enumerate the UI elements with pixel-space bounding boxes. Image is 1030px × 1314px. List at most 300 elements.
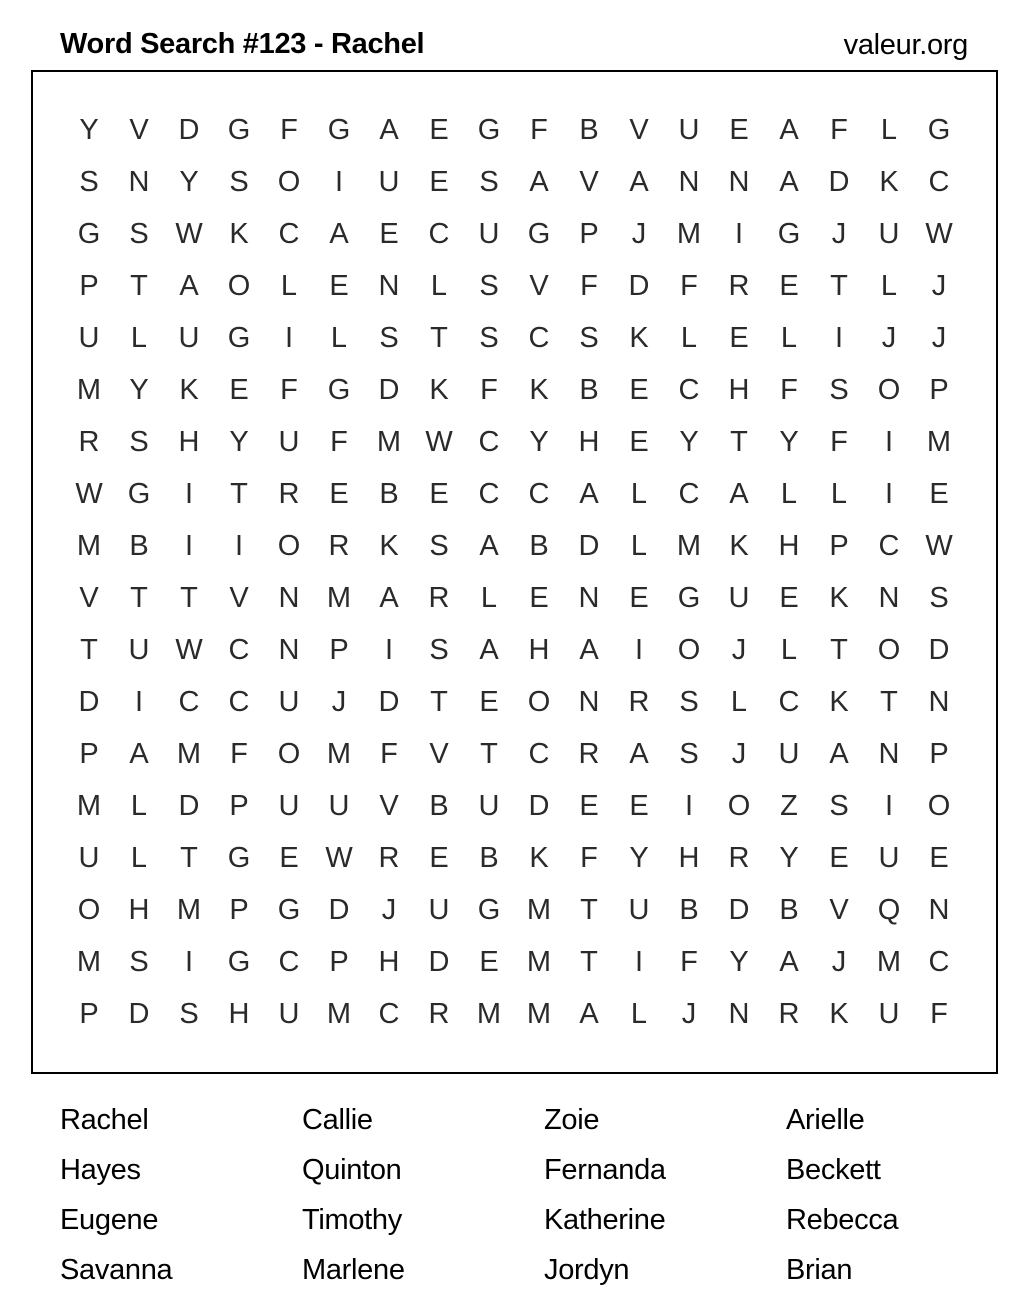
grid-cell[interactable]: E bbox=[429, 841, 449, 874]
grid-cell[interactable]: T bbox=[730, 425, 748, 458]
grid-cell[interactable]: N bbox=[928, 893, 950, 926]
grid-cell[interactable]: E bbox=[929, 477, 949, 510]
grid-cell[interactable]: P bbox=[929, 737, 949, 770]
grid-cell[interactable]: A bbox=[479, 529, 499, 562]
grid-cell[interactable]: E bbox=[729, 321, 749, 354]
grid-cell[interactable]: K bbox=[429, 373, 449, 406]
grid-cell[interactable]: P bbox=[829, 529, 849, 562]
grid-cell[interactable]: U bbox=[878, 997, 900, 1030]
grid-cell[interactable]: I bbox=[634, 945, 644, 978]
grid-cell[interactable]: A bbox=[729, 477, 749, 510]
grid-cell[interactable]: U bbox=[178, 321, 200, 354]
grid-cell[interactable]: M bbox=[176, 737, 202, 770]
grid-cell[interactable]: Y bbox=[229, 425, 249, 458]
grid-cell[interactable]: D bbox=[178, 113, 200, 146]
grid-cell[interactable]: D bbox=[378, 373, 400, 406]
grid-cell[interactable]: G bbox=[77, 217, 101, 250]
grid-cell[interactable]: V bbox=[229, 581, 249, 614]
grid-cell[interactable]: S bbox=[179, 997, 199, 1030]
grid-cell[interactable]: T bbox=[80, 633, 98, 666]
grid-cell[interactable]: L bbox=[630, 529, 648, 562]
grid-cell[interactable]: I bbox=[684, 789, 694, 822]
grid-cell[interactable]: S bbox=[479, 165, 499, 198]
grid-cell[interactable]: A bbox=[779, 945, 799, 978]
grid-cell[interactable]: G bbox=[327, 373, 351, 406]
grid-cell[interactable]: U bbox=[878, 217, 900, 250]
grid-cell[interactable]: C bbox=[228, 685, 250, 718]
grid-cell[interactable]: S bbox=[429, 529, 449, 562]
grid-cell[interactable]: H bbox=[178, 425, 200, 458]
grid-cell[interactable]: L bbox=[880, 113, 898, 146]
grid-cell[interactable]: H bbox=[378, 945, 400, 978]
grid-cell[interactable]: R bbox=[428, 581, 450, 614]
grid-cell[interactable]: U bbox=[728, 581, 750, 614]
grid-cell[interactable]: F bbox=[480, 373, 498, 406]
grid-cell[interactable]: T bbox=[130, 581, 148, 614]
grid-cell[interactable]: J bbox=[931, 269, 947, 302]
grid-cell[interactable]: R bbox=[728, 269, 750, 302]
grid-cell[interactable]: M bbox=[876, 945, 902, 978]
grid-cell[interactable]: A bbox=[629, 165, 649, 198]
grid-cell[interactable]: G bbox=[327, 113, 351, 146]
grid-cell[interactable]: C bbox=[478, 425, 500, 458]
grid-cell[interactable]: C bbox=[378, 997, 400, 1030]
grid-cell[interactable]: L bbox=[630, 477, 648, 510]
grid-cell[interactable]: N bbox=[678, 165, 700, 198]
grid-cell[interactable]: F bbox=[530, 113, 548, 146]
grid-cell[interactable]: T bbox=[430, 685, 448, 718]
grid-cell[interactable]: E bbox=[579, 789, 599, 822]
grid-cell[interactable]: L bbox=[830, 477, 848, 510]
grid-cell[interactable]: H bbox=[128, 893, 150, 926]
grid-cell[interactable]: P bbox=[329, 945, 349, 978]
grid-cell[interactable]: D bbox=[528, 789, 550, 822]
grid-cell[interactable]: F bbox=[680, 269, 698, 302]
grid-cell[interactable]: U bbox=[378, 165, 400, 198]
grid-cell[interactable]: D bbox=[928, 633, 950, 666]
grid-cell[interactable]: E bbox=[779, 269, 799, 302]
grid-cell[interactable]: U bbox=[678, 113, 700, 146]
grid-cell[interactable]: N bbox=[128, 165, 150, 198]
grid-cell[interactable]: I bbox=[184, 945, 194, 978]
grid-cell[interactable]: K bbox=[529, 841, 549, 874]
grid-cell[interactable]: P bbox=[79, 269, 99, 302]
grid-cell[interactable]: M bbox=[526, 997, 552, 1030]
grid-cell[interactable]: K bbox=[729, 529, 749, 562]
grid-cell[interactable]: D bbox=[628, 269, 650, 302]
grid-cell[interactable]: N bbox=[728, 997, 750, 1030]
grid-cell[interactable]: Y bbox=[179, 165, 199, 198]
grid-cell[interactable]: M bbox=[326, 737, 352, 770]
grid-cell[interactable]: K bbox=[829, 997, 849, 1030]
grid-cell[interactable]: J bbox=[731, 737, 747, 770]
grid-cell[interactable]: S bbox=[429, 633, 449, 666]
grid-cell[interactable]: D bbox=[378, 685, 400, 718]
grid-cell[interactable]: G bbox=[227, 945, 251, 978]
grid-cell[interactable]: D bbox=[78, 685, 100, 718]
grid-cell[interactable]: E bbox=[279, 841, 299, 874]
grid-cell[interactable]: T bbox=[180, 841, 198, 874]
grid-cell[interactable]: T bbox=[880, 685, 898, 718]
grid-cell[interactable]: H bbox=[228, 997, 250, 1030]
grid-cell[interactable]: I bbox=[134, 685, 144, 718]
grid-cell[interactable]: A bbox=[779, 113, 799, 146]
grid-cell[interactable]: S bbox=[829, 373, 849, 406]
grid-cell[interactable]: M bbox=[326, 581, 352, 614]
grid-cell[interactable]: C bbox=[278, 945, 300, 978]
grid-cell[interactable]: R bbox=[728, 841, 750, 874]
grid-cell[interactable]: L bbox=[880, 269, 898, 302]
grid-cell[interactable]: G bbox=[477, 113, 501, 146]
grid-cell[interactable]: O bbox=[727, 789, 751, 822]
grid-cell[interactable]: W bbox=[925, 529, 953, 562]
grid-cell[interactable]: E bbox=[629, 789, 649, 822]
grid-cell[interactable]: U bbox=[428, 893, 450, 926]
grid-cell[interactable]: T bbox=[230, 477, 248, 510]
grid-cell[interactable]: M bbox=[676, 529, 702, 562]
grid-cell[interactable]: T bbox=[580, 945, 598, 978]
grid-cell[interactable]: O bbox=[877, 633, 901, 666]
grid-cell[interactable]: M bbox=[326, 997, 352, 1030]
grid-cell[interactable]: A bbox=[829, 737, 849, 770]
grid-cell[interactable]: E bbox=[479, 945, 499, 978]
grid-cell[interactable]: E bbox=[329, 477, 349, 510]
grid-cell[interactable]: F bbox=[680, 945, 698, 978]
grid-cell[interactable]: Y bbox=[629, 841, 649, 874]
grid-cell[interactable]: B bbox=[479, 841, 499, 874]
grid-cell[interactable]: S bbox=[379, 321, 399, 354]
grid-cell[interactable]: D bbox=[578, 529, 600, 562]
grid-cell[interactable]: N bbox=[578, 685, 600, 718]
grid-cell[interactable]: Q bbox=[877, 893, 901, 926]
grid-cell[interactable]: C bbox=[928, 165, 950, 198]
grid-cell[interactable]: C bbox=[478, 477, 500, 510]
grid-cell[interactable]: L bbox=[780, 477, 798, 510]
grid-cell[interactable]: E bbox=[629, 581, 649, 614]
grid-cell[interactable]: H bbox=[678, 841, 700, 874]
grid-cell[interactable]: N bbox=[378, 269, 400, 302]
grid-cell[interactable]: A bbox=[329, 217, 349, 250]
grid-cell[interactable]: W bbox=[175, 217, 203, 250]
grid-cell[interactable]: N bbox=[878, 581, 900, 614]
grid-cell[interactable]: F bbox=[580, 269, 598, 302]
grid-cell[interactable]: P bbox=[79, 737, 99, 770]
grid-cell[interactable]: O bbox=[277, 529, 301, 562]
grid-cell[interactable]: L bbox=[130, 841, 148, 874]
grid-cell[interactable]: K bbox=[229, 217, 249, 250]
grid-cell[interactable]: V bbox=[79, 581, 99, 614]
grid-cell[interactable]: K bbox=[629, 321, 649, 354]
grid-cell[interactable]: R bbox=[778, 997, 800, 1030]
grid-cell[interactable]: N bbox=[878, 737, 900, 770]
grid-cell[interactable]: W bbox=[425, 425, 453, 458]
grid-cell[interactable]: L bbox=[130, 321, 148, 354]
grid-cell[interactable]: E bbox=[329, 269, 349, 302]
grid-cell[interactable]: T bbox=[830, 269, 848, 302]
grid-cell[interactable]: T bbox=[130, 269, 148, 302]
grid-cell[interactable]: E bbox=[529, 581, 549, 614]
grid-cell[interactable]: H bbox=[728, 373, 750, 406]
grid-cell[interactable]: R bbox=[428, 997, 450, 1030]
grid-cell[interactable]: V bbox=[379, 789, 399, 822]
grid-cell[interactable]: Y bbox=[729, 945, 749, 978]
grid-cell[interactable]: P bbox=[229, 789, 249, 822]
grid-cell[interactable]: J bbox=[681, 997, 697, 1030]
grid-cell[interactable]: V bbox=[529, 269, 549, 302]
grid-cell[interactable]: B bbox=[529, 529, 549, 562]
grid-cell[interactable]: I bbox=[384, 633, 394, 666]
grid-cell[interactable]: A bbox=[529, 165, 549, 198]
grid-cell[interactable]: S bbox=[929, 581, 949, 614]
grid-cell[interactable]: L bbox=[280, 269, 298, 302]
grid-cell[interactable]: Z bbox=[780, 789, 798, 822]
grid-cell[interactable]: B bbox=[379, 477, 399, 510]
grid-cell[interactable]: E bbox=[629, 373, 649, 406]
grid-cell[interactable]: Y bbox=[779, 841, 799, 874]
grid-cell[interactable]: V bbox=[629, 113, 649, 146]
grid-cell[interactable]: U bbox=[278, 425, 300, 458]
grid-cell[interactable]: T bbox=[580, 893, 598, 926]
grid-cell[interactable]: U bbox=[278, 685, 300, 718]
grid-cell[interactable]: L bbox=[130, 789, 148, 822]
grid-cell[interactable]: U bbox=[478, 789, 500, 822]
grid-cell[interactable]: J bbox=[631, 217, 647, 250]
grid-cell[interactable]: G bbox=[227, 321, 251, 354]
grid-cell[interactable]: E bbox=[479, 685, 499, 718]
grid-cell[interactable]: S bbox=[479, 321, 499, 354]
grid-cell[interactable]: N bbox=[578, 581, 600, 614]
grid-cell[interactable]: K bbox=[829, 581, 849, 614]
grid-cell[interactable]: G bbox=[227, 113, 251, 146]
grid-cell[interactable]: F bbox=[230, 737, 248, 770]
grid-cell[interactable]: A bbox=[479, 633, 499, 666]
grid-cell[interactable]: G bbox=[677, 581, 701, 614]
grid-cell[interactable]: V bbox=[129, 113, 149, 146]
grid-cell[interactable]: I bbox=[234, 529, 244, 562]
grid-cell[interactable]: P bbox=[229, 893, 249, 926]
grid-cell[interactable]: C bbox=[178, 685, 200, 718]
grid-cell[interactable]: F bbox=[580, 841, 598, 874]
grid-cell[interactable]: F bbox=[280, 113, 298, 146]
grid-cell[interactable]: H bbox=[578, 425, 600, 458]
grid-cell[interactable]: L bbox=[680, 321, 698, 354]
grid-cell[interactable]: W bbox=[325, 841, 353, 874]
grid-cell[interactable]: M bbox=[926, 425, 952, 458]
grid-cell[interactable]: C bbox=[528, 321, 550, 354]
grid-cell[interactable]: M bbox=[76, 789, 102, 822]
grid-cell[interactable]: E bbox=[929, 841, 949, 874]
grid-cell[interactable]: F bbox=[930, 997, 948, 1030]
grid-cell[interactable]: C bbox=[778, 685, 800, 718]
grid-cell[interactable]: M bbox=[76, 529, 102, 562]
grid-cell[interactable]: R bbox=[328, 529, 350, 562]
grid-cell[interactable]: F bbox=[280, 373, 298, 406]
grid-cell[interactable]: V bbox=[829, 893, 849, 926]
grid-cell[interactable]: S bbox=[479, 269, 499, 302]
grid-cell[interactable]: K bbox=[379, 529, 399, 562]
grid-cell[interactable]: W bbox=[75, 477, 103, 510]
grid-cell[interactable]: F bbox=[830, 425, 848, 458]
grid-cell[interactable]: M bbox=[376, 425, 402, 458]
grid-cell[interactable]: W bbox=[175, 633, 203, 666]
grid-cell[interactable]: C bbox=[878, 529, 900, 562]
grid-cell[interactable]: Y bbox=[79, 113, 99, 146]
grid-cell[interactable]: P bbox=[329, 633, 349, 666]
grid-cell[interactable]: R bbox=[628, 685, 650, 718]
grid-cell[interactable]: L bbox=[730, 685, 748, 718]
grid-cell[interactable]: K bbox=[829, 685, 849, 718]
grid-cell[interactable]: B bbox=[429, 789, 449, 822]
grid-cell[interactable]: M bbox=[526, 945, 552, 978]
grid-cell[interactable]: S bbox=[579, 321, 599, 354]
grid-cell[interactable]: H bbox=[778, 529, 800, 562]
grid-cell[interactable]: L bbox=[480, 581, 498, 614]
grid-cell[interactable]: H bbox=[528, 633, 550, 666]
grid-cell[interactable]: D bbox=[728, 893, 750, 926]
grid-cell[interactable]: M bbox=[76, 373, 102, 406]
grid-cell[interactable]: C bbox=[278, 217, 300, 250]
grid-cell[interactable]: F bbox=[330, 425, 348, 458]
grid-cell[interactable]: I bbox=[634, 633, 644, 666]
grid-cell[interactable]: E bbox=[629, 425, 649, 458]
grid-cell[interactable]: B bbox=[129, 529, 149, 562]
grid-cell[interactable]: T bbox=[180, 581, 198, 614]
grid-cell[interactable]: G bbox=[527, 217, 551, 250]
grid-cell[interactable]: O bbox=[277, 737, 301, 770]
grid-cell[interactable]: V bbox=[429, 737, 449, 770]
grid-cell[interactable]: E bbox=[429, 113, 449, 146]
grid-cell[interactable]: C bbox=[228, 633, 250, 666]
grid-cell[interactable]: S bbox=[79, 165, 99, 198]
grid-cell[interactable]: G bbox=[927, 113, 951, 146]
grid-cell[interactable]: O bbox=[77, 893, 101, 926]
grid-cell[interactable]: Y bbox=[779, 425, 799, 458]
grid-cell[interactable]: J bbox=[381, 893, 397, 926]
grid-cell[interactable]: A bbox=[579, 997, 599, 1030]
grid-cell[interactable]: C bbox=[528, 737, 550, 770]
grid-cell[interactable]: U bbox=[628, 893, 650, 926]
grid-cell[interactable]: O bbox=[227, 269, 251, 302]
grid-cell[interactable]: S bbox=[829, 789, 849, 822]
grid-cell[interactable]: D bbox=[428, 945, 450, 978]
grid-cell[interactable]: A bbox=[129, 737, 149, 770]
grid-cell[interactable]: B bbox=[779, 893, 799, 926]
grid-cell[interactable]: J bbox=[331, 685, 347, 718]
grid-cell[interactable]: E bbox=[379, 217, 399, 250]
grid-cell[interactable]: U bbox=[128, 633, 150, 666]
grid-cell[interactable]: E bbox=[779, 581, 799, 614]
grid-cell[interactable]: N bbox=[728, 165, 750, 198]
grid-cell[interactable]: L bbox=[430, 269, 448, 302]
grid-cell[interactable]: R bbox=[278, 477, 300, 510]
grid-cell[interactable]: U bbox=[878, 841, 900, 874]
grid-cell[interactable]: D bbox=[128, 997, 150, 1030]
grid-cell[interactable]: I bbox=[884, 789, 894, 822]
grid-cell[interactable]: E bbox=[229, 373, 249, 406]
grid-cell[interactable]: J bbox=[831, 945, 847, 978]
grid-cell[interactable]: P bbox=[79, 997, 99, 1030]
grid-cell[interactable]: W bbox=[925, 217, 953, 250]
grid-cell[interactable]: J bbox=[731, 633, 747, 666]
grid-cell[interactable]: O bbox=[277, 165, 301, 198]
grid-cell[interactable]: B bbox=[579, 373, 599, 406]
grid-cell[interactable]: D bbox=[828, 165, 850, 198]
grid-cell[interactable]: N bbox=[278, 633, 300, 666]
grid-cell[interactable]: I bbox=[284, 321, 294, 354]
grid-cell[interactable]: C bbox=[678, 477, 700, 510]
grid-cell[interactable]: T bbox=[830, 633, 848, 666]
grid-cell[interactable]: F bbox=[780, 373, 798, 406]
grid-cell[interactable]: M bbox=[76, 945, 102, 978]
grid-cell[interactable]: A bbox=[179, 269, 199, 302]
grid-cell[interactable]: I bbox=[184, 477, 194, 510]
grid-cell[interactable]: Y bbox=[529, 425, 549, 458]
grid-cell[interactable]: R bbox=[578, 737, 600, 770]
grid-cell[interactable]: V bbox=[579, 165, 599, 198]
grid-cell[interactable]: R bbox=[78, 425, 100, 458]
grid-cell[interactable]: J bbox=[931, 321, 947, 354]
grid-cell[interactable]: I bbox=[884, 477, 894, 510]
grid-cell[interactable]: I bbox=[184, 529, 194, 562]
grid-cell[interactable]: E bbox=[829, 841, 849, 874]
grid-cell[interactable]: M bbox=[526, 893, 552, 926]
grid-cell[interactable]: O bbox=[927, 789, 951, 822]
grid-cell[interactable]: T bbox=[430, 321, 448, 354]
grid-cell[interactable]: C bbox=[928, 945, 950, 978]
grid-cell[interactable]: B bbox=[679, 893, 699, 926]
grid-cell[interactable]: O bbox=[527, 685, 551, 718]
grid-cell[interactable]: S bbox=[679, 737, 699, 770]
grid-cell[interactable]: L bbox=[630, 997, 648, 1030]
grid-cell[interactable]: J bbox=[831, 217, 847, 250]
grid-cell[interactable]: U bbox=[278, 997, 300, 1030]
grid-cell[interactable]: A bbox=[779, 165, 799, 198]
grid-cell[interactable]: U bbox=[778, 737, 800, 770]
grid-cell[interactable]: Y bbox=[129, 373, 149, 406]
grid-cell[interactable]: A bbox=[579, 477, 599, 510]
grid-cell[interactable]: G bbox=[777, 217, 801, 250]
grid-cell[interactable]: A bbox=[629, 737, 649, 770]
grid-cell[interactable]: G bbox=[277, 893, 301, 926]
grid-cell[interactable]: E bbox=[429, 165, 449, 198]
grid-cell[interactable]: S bbox=[229, 165, 249, 198]
grid-cell[interactable]: K bbox=[879, 165, 899, 198]
grid-cell[interactable]: O bbox=[877, 373, 901, 406]
grid-cell[interactable]: N bbox=[278, 581, 300, 614]
grid-cell[interactable]: U bbox=[78, 841, 100, 874]
grid-cell[interactable]: D bbox=[178, 789, 200, 822]
grid-cell[interactable]: S bbox=[129, 945, 149, 978]
grid-cell[interactable]: S bbox=[129, 425, 149, 458]
grid-cell[interactable]: C bbox=[428, 217, 450, 250]
grid-cell[interactable]: N bbox=[928, 685, 950, 718]
grid-cell[interactable]: I bbox=[834, 321, 844, 354]
grid-cell[interactable]: E bbox=[429, 477, 449, 510]
grid-cell[interactable]: J bbox=[881, 321, 897, 354]
grid-cell[interactable]: U bbox=[478, 217, 500, 250]
grid-cell[interactable]: Y bbox=[679, 425, 699, 458]
grid-cell[interactable]: O bbox=[677, 633, 701, 666]
grid-cell[interactable]: E bbox=[729, 113, 749, 146]
grid-cell[interactable]: D bbox=[328, 893, 350, 926]
grid-cell[interactable]: B bbox=[579, 113, 599, 146]
grid-cell[interactable]: G bbox=[477, 893, 501, 926]
grid-cell[interactable]: M bbox=[476, 997, 502, 1030]
grid-cell[interactable]: L bbox=[330, 321, 348, 354]
grid-cell[interactable]: I bbox=[734, 217, 744, 250]
grid-cell[interactable]: F bbox=[830, 113, 848, 146]
grid-cell[interactable]: R bbox=[378, 841, 400, 874]
